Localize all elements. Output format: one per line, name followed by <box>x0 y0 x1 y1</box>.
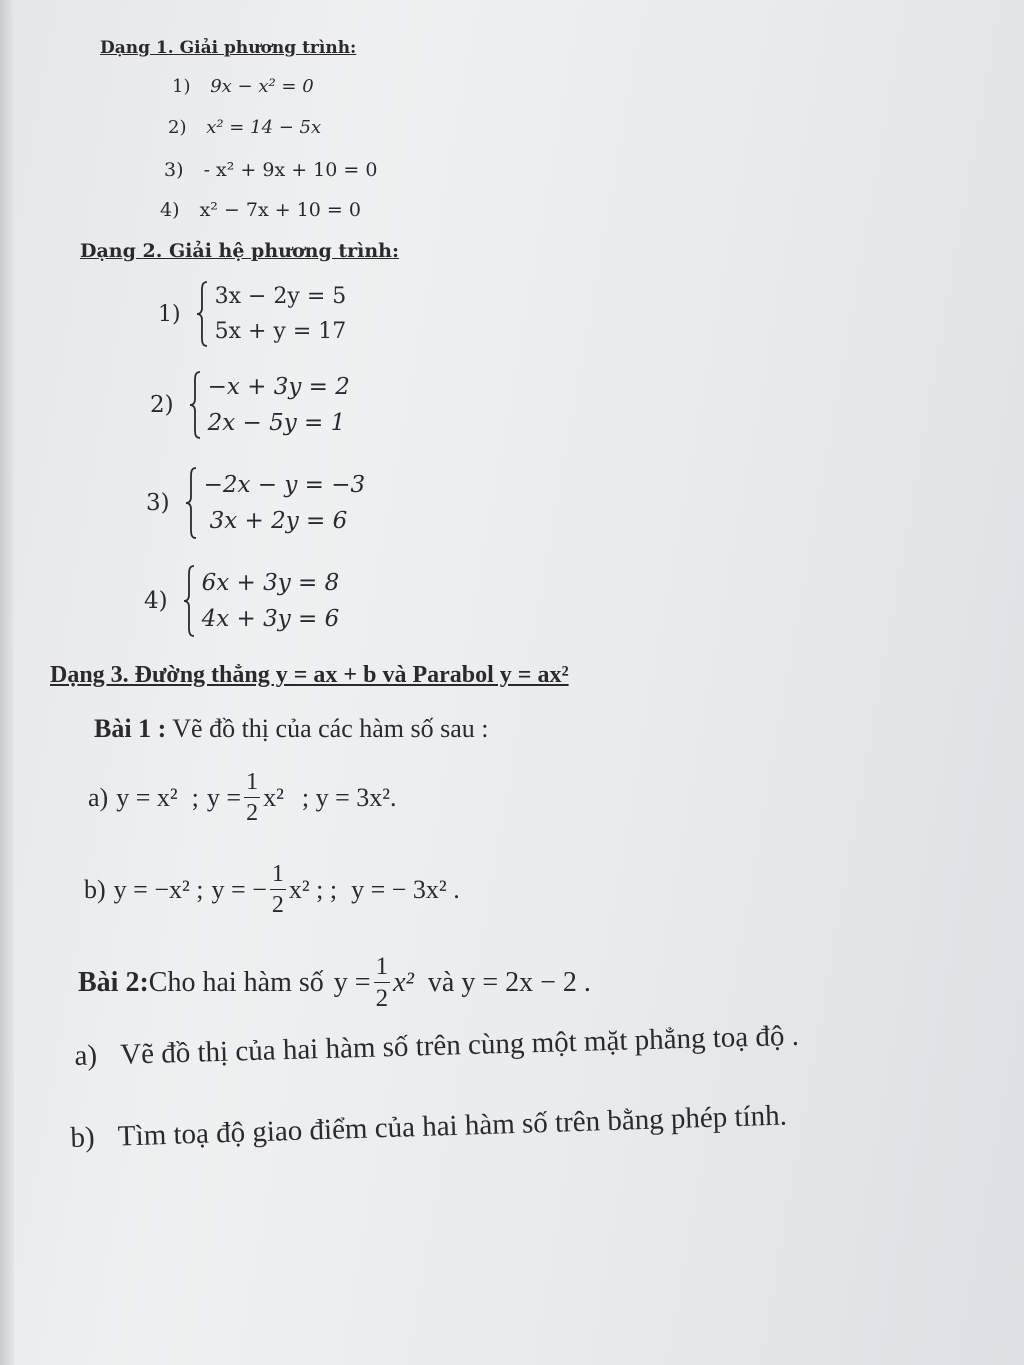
function-2-prefix: y = − <box>211 874 267 904</box>
bai-1-part-a <box>88 770 397 825</box>
paper-edge <box>0 0 14 1365</box>
system-label: 1) <box>158 301 181 327</box>
function-suffix: x² <box>393 966 414 998</box>
function-3: y = − 3x² . <box>351 874 460 904</box>
fraction <box>270 862 286 917</box>
function-prefix: y = <box>333 966 371 998</box>
system-equation-2: 4x + 3y = 6 <box>201 606 340 632</box>
section-3-title: Dạng 3. Đường thẳng y = ax + b và Parabol y = ax² <box>50 662 569 688</box>
section-2-title: Dạng 2. Giải hệ phương trình: <box>80 240 400 262</box>
equation-label: 1) <box>172 76 191 97</box>
system-label: 2) <box>150 392 174 418</box>
fraction <box>244 770 260 825</box>
fraction-denominator: 2 <box>271 892 284 918</box>
fraction-numerator: 1 <box>374 954 391 983</box>
part-label: b) <box>84 874 106 904</box>
brace-icon <box>188 370 202 440</box>
function-2-suffix: x² ; ; <box>288 874 338 904</box>
bai-1-heading <box>94 714 489 744</box>
equation-expr: x² = 14 − 5x <box>206 117 322 138</box>
bai-2-title: Bài 2: <box>78 966 149 998</box>
brace-icon <box>195 280 209 348</box>
equation-expr: - x² + 9x + 10 = 0 <box>203 159 378 181</box>
system-label: 3) <box>146 490 170 516</box>
bai-2-text: Cho hai hàm số <box>148 966 324 998</box>
fraction-numerator: 1 <box>244 770 260 798</box>
bai-2-tail: và y = 2x − 2 . <box>427 966 591 998</box>
fraction <box>374 954 391 1011</box>
system-3 <box>146 466 365 540</box>
equation-expr: x² − 7x + 10 = 0 <box>199 199 361 221</box>
brace-icon <box>184 466 198 540</box>
brace-icon <box>182 564 196 638</box>
bai-1-title: Bài 1 : <box>94 714 167 743</box>
system-equation-2: 5x + y = 17 <box>214 319 347 344</box>
function-1: y = x² <box>116 782 178 812</box>
part-label: a) <box>74 1039 98 1072</box>
function-3: ; y = 3x². <box>301 782 397 812</box>
system-equation-1: 6x + 3y = 8 <box>201 570 340 596</box>
part-label: a) <box>88 782 109 812</box>
bai-2-heading <box>78 954 591 1011</box>
equation-2 <box>168 117 321 138</box>
equation-expr: 9x − x² = 0 <box>210 76 314 97</box>
part-text: Vẽ đồ thị của hai hàm số trên cùng một mặt phẳng toạ độ . <box>119 1019 800 1071</box>
function-2-prefix: y = <box>206 782 242 812</box>
separator: ; <box>191 782 199 812</box>
equation-label: 4) <box>160 199 180 221</box>
system-equation-1: −x + 3y = 2 <box>207 374 350 400</box>
equation-label: 2) <box>168 117 187 138</box>
bai-1-part-b <box>84 862 460 917</box>
equation-4 <box>160 199 361 221</box>
system-equation-2: 3x + 2y = 6 <box>209 508 348 534</box>
part-text: Tìm toạ độ giao điểm của hai hàm số trên bằng phép tính. <box>117 1099 788 1153</box>
system-2 <box>150 370 350 440</box>
fraction-denominator: 2 <box>375 985 389 1012</box>
bai-1-text: Vẽ đồ thị của các hàm số sau : <box>172 714 489 743</box>
function-2-suffix: x² <box>263 782 284 812</box>
fraction-denominator: 2 <box>246 800 259 826</box>
equation-3 <box>164 159 377 181</box>
system-label: 4) <box>144 588 168 614</box>
system-1 <box>158 280 346 348</box>
function-1: y = −x² ; <box>113 874 204 904</box>
system-equation-2: 2x − 5y = 1 <box>207 410 346 436</box>
system-equation-1: −2x − y = −3 <box>203 472 366 498</box>
part-label: b) <box>70 1121 96 1154</box>
system-4 <box>144 564 339 638</box>
fraction-numerator: 1 <box>270 862 286 890</box>
section-1-title: Dạng 1. Giải phương trình: <box>100 38 357 58</box>
system-equation-1: 3x − 2y = 5 <box>214 284 347 309</box>
equation-label: 3) <box>164 159 184 181</box>
equation-1 <box>172 76 314 97</box>
